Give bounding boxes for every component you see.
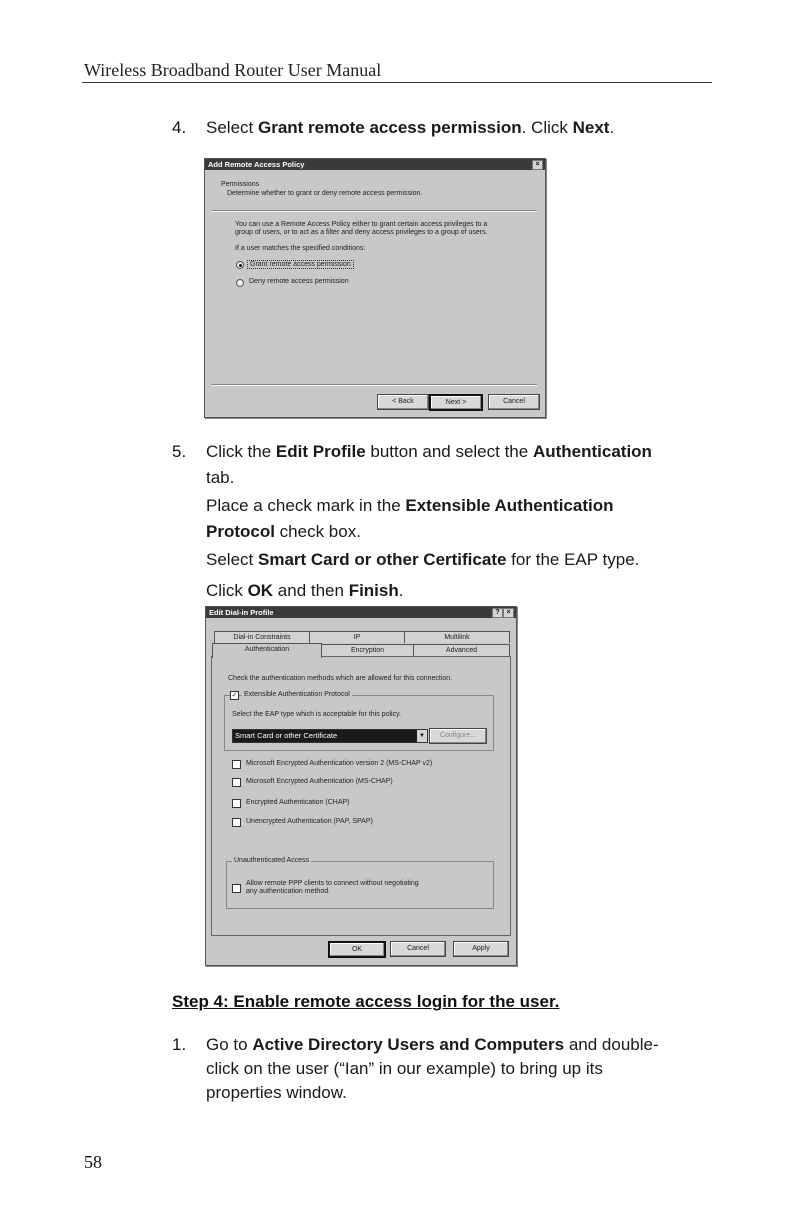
item-5-line1 [206,441,652,463]
description-line: You can use a Remote Access Policy either to grant certain access privileges to a [235,221,488,228]
help-icon[interactable]: ? [492,608,503,618]
step-heading: Step 4: Enable remote access login for the user. [172,992,560,1011]
add-remote-access-policy-dialog [204,158,546,418]
text-run: Place a check mark in the [206,496,406,515]
tab-encryption[interactable]: Encryption [321,644,414,656]
option-checkbox[interactable] [232,760,241,769]
bold-run: Active Directory Users and Computers [252,1035,565,1054]
item-5-para2-line1 [206,495,614,517]
next-button[interactable]: Next > [429,394,483,411]
option-label[interactable]: Unencrypted Authentication (PAP, SPAP) [246,818,373,825]
running-header: Wireless Broadband Router User Manual [84,60,382,80]
option-label[interactable]: Encrypted Authentication (CHAP) [246,799,350,806]
unauth-label-line[interactable]: any authentication method. [246,888,331,895]
text-run: and double- [564,1035,659,1054]
option-checkbox[interactable] [232,799,241,808]
section-heading: Permissions [221,181,260,188]
text-run: . [609,118,615,137]
bold-run: Next [572,118,610,137]
item-1-line3: properties window. [206,1083,347,1102]
separator [211,384,537,386]
text-run: Select [206,550,258,569]
text-run: button and select the [365,442,533,461]
dialog-titlebar [206,607,516,618]
close-icon[interactable]: × [532,160,543,170]
ok-button[interactable]: OK [328,941,386,958]
dialog-title: Edit Dial-in Profile [209,608,274,617]
text-run: . Click [521,118,573,137]
eap-checkbox-label[interactable]: Extensible Authentication Protocol [244,691,350,698]
item-5-para3 [206,549,639,571]
tab-dial-in-constraints[interactable]: Dial-in Constraints [214,631,310,643]
item-5-line2: tab. [206,468,235,487]
tab-multilink[interactable]: Multilink [404,631,510,643]
item-number: 4. [172,118,187,137]
option-label[interactable]: Microsoft Encrypted Authentication (MS-CHAP) [246,778,393,785]
text-run: for the EAP type. [506,550,640,569]
unauth-group-label: Unauthenticated Access [234,857,310,864]
deny-radio[interactable] [236,279,244,287]
bold-run: Finish [348,581,399,600]
page-number: 58 [84,1152,102,1172]
cancel-button[interactable]: Cancel [488,394,540,410]
back-button[interactable]: < Back [377,394,429,410]
text-run: and then [273,581,349,600]
dialog-titlebar [205,159,545,170]
bold-run: Extensible Authentication [405,496,614,515]
item-4-text [206,117,614,139]
text-run: . [398,581,404,600]
chevron-down-icon[interactable]: ▼ [417,730,427,742]
eap-select-value: Smart Card or other Certificate [235,731,338,740]
bold-run: Protocol [206,522,275,541]
description-line: group of users, or to act as a filter and deny access privileges to a group of users. [235,229,488,236]
eap-select-label: Select the EAP type which is acceptable for this policy. [232,711,401,718]
eap-type-select[interactable] [232,729,428,743]
text-run: check box. [274,522,361,541]
tab-advanced[interactable]: Advanced [413,644,510,656]
unauth-label-line[interactable]: Allow remote PPP clients to connect without negotiating [246,880,419,887]
bold-run: Grant remote access permission [257,118,522,137]
eap-checkbox[interactable]: ✓ [231,692,238,699]
header-rule [82,82,712,83]
option-checkbox[interactable] [232,818,241,827]
option-checkbox[interactable] [232,778,241,787]
text-run: Select [206,118,258,137]
grant-option-label[interactable]: Grant remote access permission [247,260,354,269]
unauth-checkbox[interactable] [232,884,241,893]
close-icon[interactable]: × [503,608,514,618]
item-1-line1 [206,1034,659,1056]
apply-button[interactable]: Apply [453,941,509,957]
text-run: Click the [206,442,276,461]
edit-dial-in-profile-dialog [205,606,517,966]
bold-run: OK [247,581,274,600]
text-run: Click [206,581,248,600]
item-1-line2: click on the user (“Ian” in our example) to bring up its [206,1059,603,1078]
item-number: 1. [172,1035,187,1054]
grant-radio[interactable] [236,261,244,269]
section-subheading: Determine whether to grant or deny remote access permission. [227,190,423,197]
condition-text: If a user matches the specified conditions: [235,245,366,252]
configure-button[interactable]: Configure... [429,728,487,744]
item-5-para4 [206,580,403,602]
separator [211,210,537,212]
option-label[interactable]: Microsoft Encrypted Authentication version 2 (MS-CHAP v2) [246,760,433,767]
bold-run: Edit Profile [275,442,366,461]
tab-ip[interactable]: IP [309,631,405,643]
item-number: 5. [172,442,187,461]
tab-authentication[interactable]: Authentication [212,643,322,658]
text-run: Go to [206,1035,253,1054]
bold-run: Smart Card or other Certificate [257,550,507,569]
cancel-button[interactable]: Cancel [390,941,446,957]
intro-text: Check the authentication methods which are allowed for this connection. [228,675,453,682]
bold-run: Authentication [532,442,652,461]
item-5-para2-line2 [206,521,361,543]
dialog-title: Add Remote Access Policy [208,160,305,169]
deny-option-label[interactable]: Deny remote access permission [249,278,349,285]
